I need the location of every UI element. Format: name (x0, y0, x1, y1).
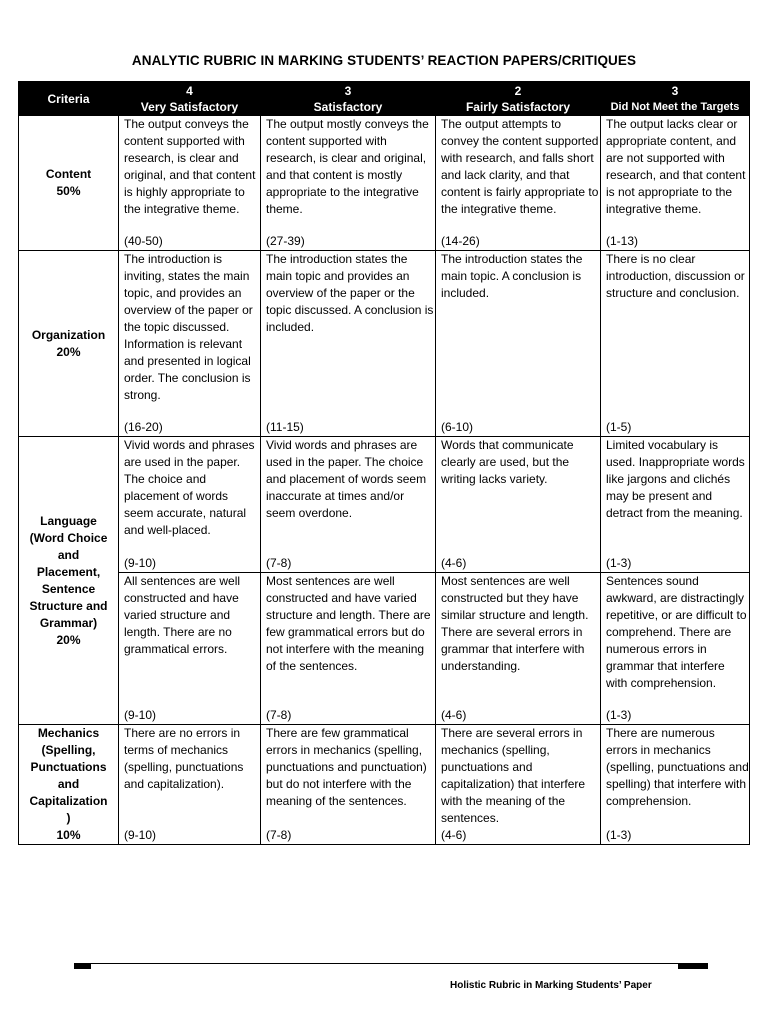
cell-description: There are few grammatical errors in mechanics (spelling, punctuations and punctuation) but do not interfere with the meaning of the sentences. (266, 726, 427, 808)
rubric-cell (601, 251, 750, 437)
cell-description: Sentences sound awkward, are distractingly repetitive, or are difficult to comprehend. There are numerous errors in grammar that interfere with comprehension. (606, 574, 747, 690)
rubric-cell (261, 437, 436, 573)
footer-caption: Holistic Rubric in Marking Students’ Paper (450, 980, 652, 991)
rubric-cell (119, 116, 261, 251)
cell-description: Most sentences are well constructed and have varied structure and length. There are few grammatical errors but do not interfere with the meaning of the sentences. (266, 574, 431, 673)
cell-description: There is no clear introduction, discussion or structure and conclusion. (606, 252, 745, 300)
cell-description: There are numerous errors in mechanics (spelling, punctuations and spelling) that interfere with comprehension. (606, 726, 749, 808)
rubric-cell (601, 437, 750, 573)
cell-score-range: (11-15) (266, 420, 304, 434)
cell-description: The introduction states the main topic. A conclusion is included. (441, 252, 583, 300)
cell-score-range: (1-3) (606, 556, 632, 570)
rubric-cell (436, 437, 601, 573)
rubric-row-organization (19, 251, 750, 437)
rubric-cell (436, 725, 601, 845)
rubric-row-mechanics (19, 725, 750, 845)
rubric-table (18, 81, 750, 845)
cell-score-range: (16-20) (124, 420, 163, 434)
level-label: Did Not Meet the Targets (610, 100, 740, 113)
level-label: Satisfactory (313, 99, 383, 114)
cell-score-range: (1-3) (606, 828, 632, 842)
cell-description: Vivid words and phrases are used in the paper. The choice and placement of words seem accurate, natural and well-placed. (124, 438, 255, 537)
rubric-cell (436, 573, 601, 725)
cell-description: The output mostly conveys the content supported with research, is clear and original, and that content is mostly appropriate to the integrative theme. (266, 117, 429, 216)
rubric-cell (119, 437, 261, 573)
criteria-cell-mechanics: Mechanics (Spelling, Punctuations and Capitalization ) 10% (19, 725, 119, 845)
cell-description: The introduction states the main topic and provides an overview of the paper or the topic discussed. A conclusion is included. (266, 252, 434, 334)
rubric-cell (119, 251, 261, 437)
cell-description: Words that communicate clearly are used, but the writing lacks variety. (441, 438, 574, 486)
cell-description: Most sentences are well constructed but they have similar structure and length. There are several errors in grammar that interfere with understanding. (441, 574, 589, 673)
rubric-cell (601, 116, 750, 251)
cell-score-range: (40-50) (124, 234, 163, 248)
cell-description: The output lacks clear or appropriate content, and are not supported with research, and that content is not appropriate to the integrative theme. (606, 117, 746, 216)
rubric-cell (601, 725, 750, 845)
cell-description: There are no errors in terms of mechanics (spelling, punctuations and capitalization). (124, 726, 244, 791)
cell-description: There are several errors in mechanics (spelling, punctuations and capitalization) that interfere with the meaning of the sentences. (441, 726, 586, 825)
level-label: Very Satisfactory (140, 99, 239, 114)
rubric-cell (261, 573, 436, 725)
cell-score-range: (6-10) (441, 420, 474, 434)
level-label: Fairly Satisfactory (465, 99, 571, 114)
cell-description: Vivid words and phrases are used in the paper. The choice and placement of words seem inaccurate at times and/or seem overdone. (266, 438, 427, 520)
cell-score-range: (4-6) (441, 828, 467, 842)
cell-description: The output conveys the content supported with research, is clear and original, and that content is highly appropriate to the integrative theme. (124, 117, 256, 216)
rubric-cell (436, 251, 601, 437)
cell-score-range: (1-5) (606, 420, 632, 434)
rubric-row-language-grammar (19, 573, 750, 725)
level-score: 2 (514, 83, 522, 98)
level-score: 3 (344, 83, 352, 98)
footer-divider-cap-right (678, 963, 708, 969)
cell-score-range: (1-13) (606, 234, 639, 248)
level-header-satisfactory (261, 82, 436, 116)
cell-score-range: (4-6) (441, 708, 467, 722)
cell-score-range: (27-39) (266, 234, 305, 248)
cell-score-range: (1-3) (606, 708, 632, 722)
rubric-row-language-word-choice (19, 437, 750, 573)
rubric-cell (261, 725, 436, 845)
footer-divider (74, 963, 708, 964)
cell-score-range: (9-10) (124, 828, 157, 842)
cell-score-range: (4-6) (441, 556, 467, 570)
cell-description: Limited vocabulary is used. Inappropriate words like jargons and clichés may be present and detract from the meaning. (606, 438, 745, 520)
header-row (19, 82, 750, 116)
cell-score-range: (7-8) (266, 828, 292, 842)
document-title: ANALYTIC RUBRIC IN MARKING STUDENTS’ REACTION PAPERS/CRITIQUES (131, 53, 637, 68)
rubric-cell (601, 573, 750, 725)
level-header-very-satisfactory (119, 82, 261, 116)
rubric-cell (261, 251, 436, 437)
cell-score-range: (9-10) (124, 556, 157, 570)
criteria-cell-content: Content 50% (19, 116, 119, 251)
criteria-header: Criteria (19, 82, 119, 116)
rubric-cell (436, 116, 601, 251)
footer-divider-cap-left (74, 963, 91, 969)
cell-score-range: (7-8) (266, 556, 292, 570)
level-header-did-not-meet (601, 82, 750, 116)
level-score: 4 (186, 83, 193, 98)
level-score: 3 (671, 83, 679, 98)
rubric-row-content (19, 116, 750, 251)
cell-description: All sentences are well constructed and have varied structure and length. There are no grammatical errors. (124, 574, 241, 656)
cell-score-range: (9-10) (124, 708, 157, 722)
criteria-cell-language: Language (Word Choice and Placement, Sentence Structure and Grammar) 20% (19, 437, 119, 725)
rubric-cell (119, 573, 261, 725)
rubric-cell (119, 725, 261, 845)
cell-score-range: (7-8) (266, 708, 292, 722)
cell-description: The output attempts to convey the content supported with research, and falls short and lack clarity, and that content is fairly appropriate to the integrative theme. (441, 117, 599, 216)
cell-score-range: (14-26) (441, 234, 480, 248)
criteria-cell-organization: Organization 20% (19, 251, 119, 437)
rubric-cell (261, 116, 436, 251)
level-header-fairly-satisfactory (436, 82, 601, 116)
cell-description: The introduction is inviting, states the main topic, and provides an overview of the paper or the topic discussed. Information is relevant and presented in logical order. The conclusion is strong. (124, 252, 253, 402)
